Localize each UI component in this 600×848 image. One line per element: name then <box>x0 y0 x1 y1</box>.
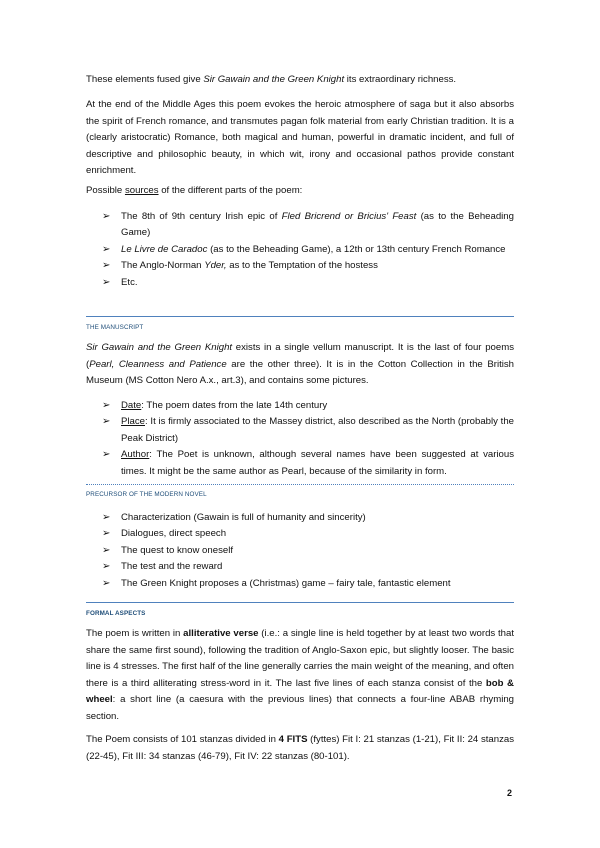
list-item: ➢ Characterization (Gawain is full of humanity and sincerity) <box>102 510 514 526</box>
list-item: ➢ Le Livre de Caradoc (as to the Beheading Game), a 12th or 13th century French Romance <box>102 242 514 258</box>
list-item: ➢ Place: It is firmly associated to the Massey district, also described as the North (probably the Peak District) <box>102 416 514 444</box>
alliterative-paragraph: The poem is written in alliterative verse (i.e.: a single line is held together by at least two words that share the same first sound), following the tradition of Anglo-Saxon epic, but slightly looser. The basic line is 4 stresses. The first half of the line generally carries the main weight of the meaning, and often there is a third alliterating stress-word in it. The last five lines of each stanza consist of the bob & wheel: a short line (a caesura with the previous lines) that connects a four-line ABAB rhyming section. <box>86 628 514 722</box>
sources-intro: Possible sources of the different parts of the poem: <box>86 185 303 196</box>
arrow-bullet-icon: ➢ <box>102 243 111 255</box>
section-heading-precursor: PRECURSOR OF THE MODERN NOVEL <box>86 491 207 498</box>
section-divider <box>86 484 514 485</box>
list-item: ➢ Etc. <box>102 275 514 291</box>
middle-ages-paragraph: At the end of the Middle Ages this poem evokes the heroic atmosphere of saga but it also absorbs the spirit of French romance, and transmutes pagan folk material from early Christian tradition. It is a (clearly aristocratic) Romance, both magical and human, powerful in dramatic incident, and full of descriptive and philosophic beauty, in which wit, irony and occasional pathos provide constant enrichment. <box>86 99 514 176</box>
intro-sentence: These elements fused give Sir Gawain and the Green Knight its extraordinary richness. <box>86 74 457 85</box>
page-number: 2 <box>507 788 513 798</box>
section-divider <box>86 602 514 603</box>
arrow-bullet-icon: ➢ <box>102 577 111 589</box>
list-item: ➢ Author: The Poet is unknown, although several names have been suggested at various times. It might be the same author as Pearl, because of the similarity in form. <box>102 449 514 477</box>
arrow-bullet-icon: ➢ <box>102 561 111 573</box>
precursor-list <box>102 510 514 592</box>
list-item: ➢ The 8th of 9th century Irish epic of Fled Bricrend or Bricius' Feast (as to the Beheading Game) <box>102 211 514 239</box>
arrow-bullet-icon: ➢ <box>102 528 111 540</box>
fits-paragraph: The Poem consists of 101 stanzas divided in 4 FITS (fyttes) Fit I: 21 stanzas (1-21), Fit II: 24 stanzas (22-45), Fit III: 34 stanzas (46-79), Fit IV: 22 stanzas (80-101). <box>86 734 515 762</box>
arrow-bullet-icon: ➢ <box>102 512 111 523</box>
list-item: ➢ The Anglo-Norman Yder, as to the Temptation of the hostess <box>102 258 514 274</box>
section-heading-manuscript: THE MANUSCRIPT <box>86 324 144 331</box>
arrow-bullet-icon: ➢ <box>102 416 111 428</box>
list-item: ➢ The quest to know oneself <box>102 543 514 559</box>
section-divider <box>86 316 514 317</box>
list-item: ➢ Date: The poem dates from the late 14th century <box>102 398 514 414</box>
arrow-bullet-icon: ➢ <box>102 400 111 411</box>
arrow-bullet-icon: ➢ <box>102 211 111 222</box>
manuscript-list <box>102 398 514 480</box>
section-heading-formal: FORMAL ASPECTS <box>86 610 146 617</box>
list-item: ➢ Dialogues, direct speech <box>102 526 514 542</box>
arrow-bullet-icon: ➢ <box>102 449 111 461</box>
list-item: ➢ The Green Knight proposes a (Christmas) game – fairy tale, fantastic element <box>102 576 514 592</box>
list-item: ➢ The test and the reward <box>102 559 514 575</box>
arrow-bullet-icon: ➢ <box>102 260 111 272</box>
arrow-bullet-icon: ➢ <box>102 276 111 288</box>
sources-list <box>102 209 514 291</box>
arrow-bullet-icon: ➢ <box>102 544 111 556</box>
manuscript-paragraph: Sir Gawain and the Green Knight exists in a single vellum manuscript. It is the last of four poems (Pearl, Cleanness and Patience are the other three). It is in the Cotton Collection in the British Museum (MS Cotton Nero A.x., art.3), and contains some pictures. <box>86 342 514 386</box>
